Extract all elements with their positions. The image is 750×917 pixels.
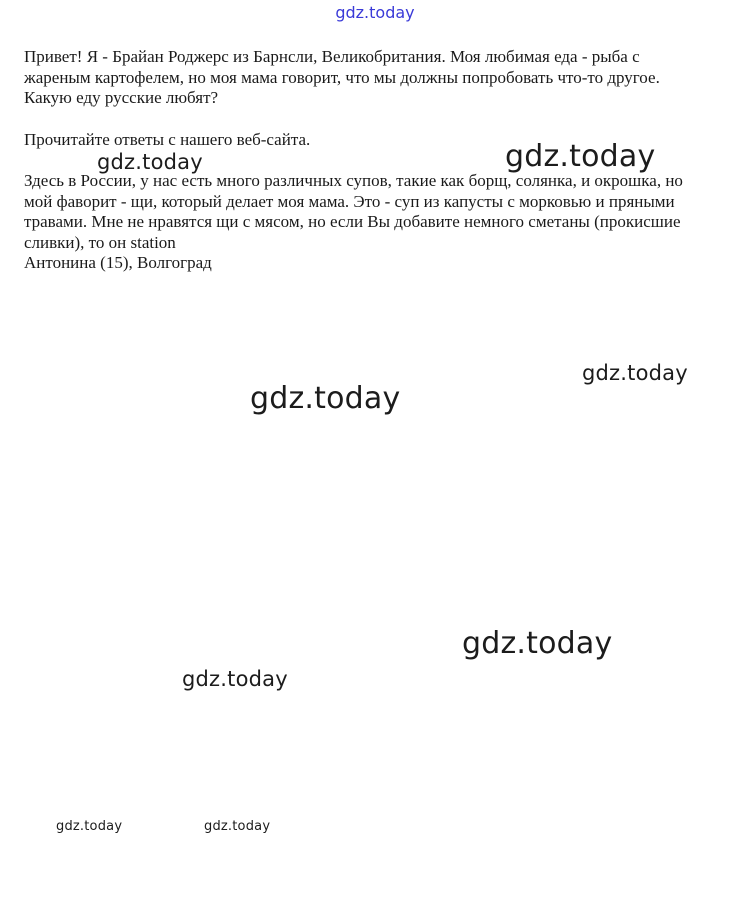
intro-line: жареным картофелем, но моя мама говорит, что мы должны попробовать что-то другое.	[24, 67, 660, 87]
watermark-text: gdz.today	[56, 819, 123, 834]
intro-paragraph	[24, 47, 724, 109]
watermark-text: gdz.today	[97, 150, 203, 174]
answer-1	[24, 171, 724, 274]
watermark-text: gdz.today	[204, 819, 271, 834]
answer-line: мой фаворит - щи, который делает моя мама. Это - суп из капусты с морковью и пряными	[24, 191, 675, 211]
intro-line: Привет! Я - Брайан Роджерс из Барнсли, Великобритания. Моя любимая еда - рыба с	[24, 47, 640, 66]
answer-line: Здесь в России, у нас есть много различных супов, такие как борщ, солянка, и окрошка, но	[24, 171, 683, 190]
intro-line: Какую еду русские любят?	[24, 88, 219, 107]
watermark-text: gdz.today	[250, 381, 401, 416]
watermark-text: gdz.today	[182, 667, 288, 691]
instruction-line: Прочитайте ответы с нашего веб-сайта.	[24, 130, 311, 149]
watermark-text: gdz.today	[462, 626, 613, 661]
watermark-text: gdz.today	[505, 139, 656, 174]
answer-line: травами. Мне не нравятся щи с мясом, но если Вы добавите немного сметаны (прокисшие	[24, 212, 681, 231]
header-watermark: gdz.today	[335, 3, 415, 22]
answer-author: Антонина (15), Волгоград	[24, 253, 212, 272]
watermark-text: gdz.today	[582, 361, 688, 385]
answer-line: сливки), то он station	[24, 232, 176, 252]
